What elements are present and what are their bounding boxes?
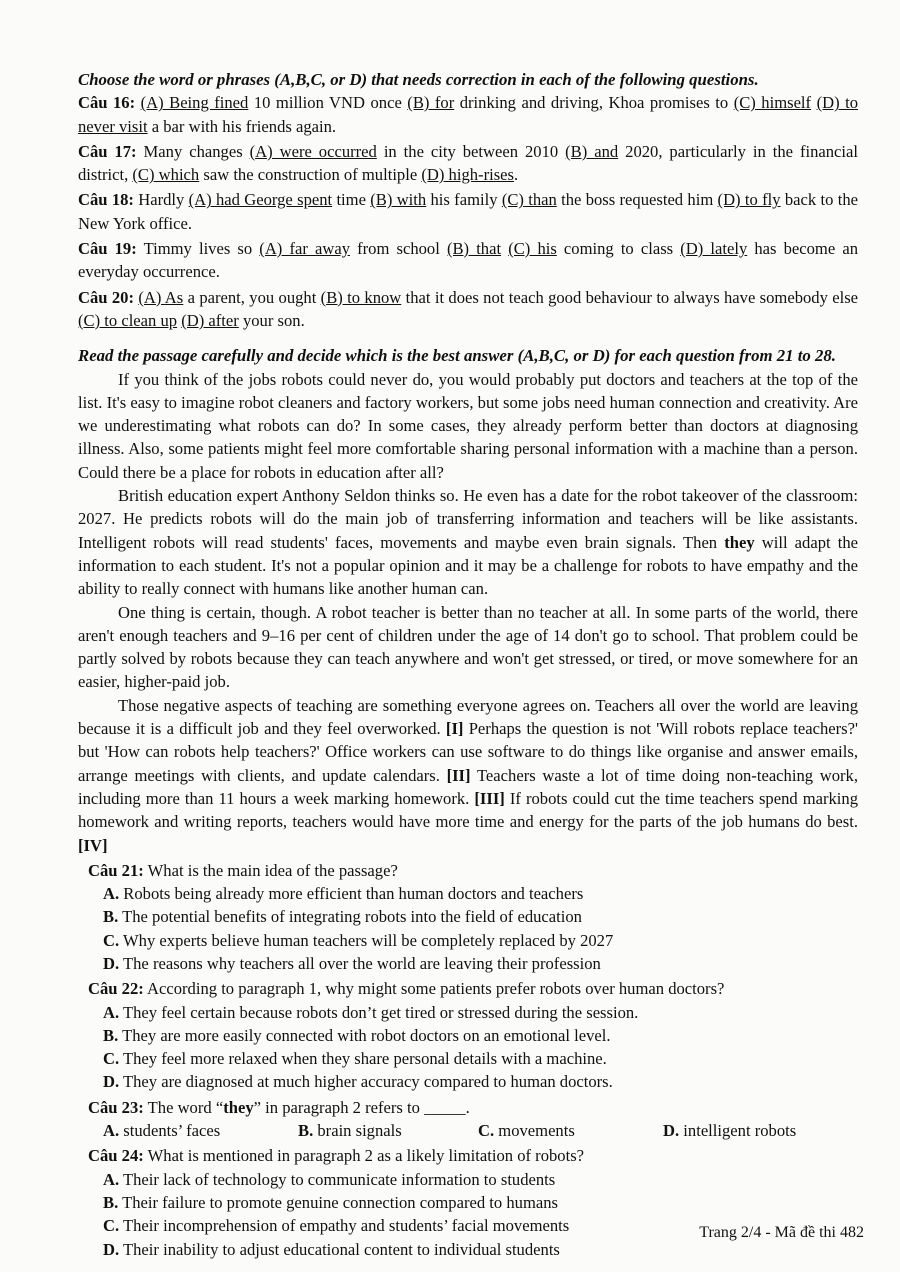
question-23 [88,1096,858,1119]
text: the boss requested him [556,190,718,210]
option-letter: D. [103,1072,120,1092]
answer-b [103,1191,858,1214]
question-18 [78,188,858,235]
question-number: Câu 19: [78,239,137,259]
passage-paragraph-2 [78,484,858,600]
question-stem: What is mentioned in paragraph 2 as a likely limitation of robots? [143,1146,585,1166]
text: 2020, particularly in the financial district, [78,141,859,185]
option-letter: D. [103,953,120,973]
question-16 [78,91,858,138]
option-d: (D) to fly [717,190,781,210]
option-d: (D) to never visit [78,93,858,136]
question-stem: According to paragraph 1, why might some patients prefer robots over human doctors? [143,979,725,999]
insertion-marker: [II] [446,765,471,785]
answer-text: They feel certain because robots don’t get tired or stressed during the session. [123,1002,639,1022]
option-b: (B) that [446,239,502,259]
text: coming to class [556,239,681,259]
question-stem: ” in paragraph 2 refers to _____. [253,1097,470,1117]
referent-word: they [223,1097,254,1117]
text: a parent, you ought [183,287,321,307]
option-letter: C. [103,1216,120,1236]
text: . [514,165,519,185]
option-d: (D) lately [680,239,748,259]
option-letter: D. [663,1121,680,1141]
insertion-marker: [I] [445,719,464,739]
option-b: (B) to know [320,287,402,307]
section2-instruction: Read the passage carefully and decide which is the best answer (A,B,C, or D) for each question from 21 to 28. [78,346,836,366]
question-stem: What is the main idea of the passage? [143,860,398,880]
text: saw the construction of multiple [199,165,422,185]
passage-paragraph-4 [78,694,858,857]
passage-paragraph-1: If you think of the jobs robots could never do, you would probably put doctors and teachers at the top of the list. It's easy to imagine robot cleaners and factory workers, but some jobs need human connection and creativity. Are we underestimating what robots can do? In some cases, they already perform better than doctors at diagnosing illness. Also, some patients might feel more comfortable sharing personal information with a machine than a person. Could there be a place for robots in education after all? [78,369,858,482]
option-a: (A) As [138,287,184,307]
answer-text: brain signals [317,1121,402,1141]
option-c: (C) himself [733,93,812,113]
question-22 [88,977,858,1000]
answer-d [663,1119,796,1142]
text: his family [426,190,502,210]
question-stem: The word “ [143,1097,224,1117]
exam-page [78,68,858,1261]
text: a bar with his friends again. [147,116,337,136]
question-21 [88,859,858,882]
question-number: Câu 20: [78,287,134,307]
text: If robots could cut the time teachers spend marking homework and writing reports, teachers would have more time and energy for the parts of the job humans do best. [78,788,858,832]
answer-c [103,929,858,952]
text: from school [350,239,447,259]
text: drinking and driving, Khoa promises to [454,93,734,113]
question-number: Câu 24: [88,1146,144,1166]
option-b: (B) with [370,190,427,210]
answer-text: They are more easily connected with robot doctors on an emotional level. [122,1025,611,1045]
option-c: (C) to clean up [78,310,178,330]
answer-c [478,1119,663,1142]
answer-d [103,952,858,975]
option-letter: A. [103,1121,120,1141]
answer-text: Their incomprehension of empathy and students’ facial movements [123,1216,570,1236]
option-letter: B. [103,1025,119,1045]
option-a: (A) far away [259,239,350,259]
question-number: Câu 16: [78,93,136,113]
text: will adapt the information to each student. It's not a popular opinion and it may be a challenge for robots to have empathy and the ability to really connect with humans like another human can. [78,532,858,599]
option-c: (C) his [508,239,557,259]
answer-text: movements [498,1121,575,1141]
text: Hardly [133,190,189,210]
insertion-marker: [III] [474,788,505,808]
section1-instruction: Choose the word or phrases (A,B,C, or D) that needs correction in each of the following questions. [78,70,759,89]
option-c: (C) than [501,190,557,210]
text: British education expert Anthony Seldon thinks so. He even has a date for the robot takeover of the classroom: 2027. He predicts robots will do the main job of transferring information and teachers will be like assistants. Intelligent robots will read students' faces, movements and maybe even brain signals. Then [78,486,858,552]
text: Timmy lives so [136,239,260,259]
text: Many changes [136,141,250,161]
insertion-marker: [IV] [78,835,108,855]
option-letter: A. [103,1169,120,1189]
option-letter: D. [103,1239,120,1259]
text: your son. [238,310,305,330]
passage-paragraph-3: One thing is certain, though. A robot teacher is better than no teacher at all. In some parts of the world, there aren't enough teachers and 9–16 per cent of children under the age of 14 don't go to school. That problem could be partly solved by robots because they can teach anywhere and won't get stressed, or tired, or move somewhere for an easier, higher-paid job. [78,602,858,692]
option-b: (B) for [407,93,455,113]
text: that it does not teach good behaviour to always have somebody else [401,287,859,307]
answer-text: students’ faces [123,1121,221,1141]
answer-a [103,1001,858,1024]
question-number: Câu 18: [78,190,134,210]
answer-d [103,1070,858,1093]
text: Those negative aspects of teaching are something everyone agrees on. Teachers all over the world are leaving because it is a difficult job and they feel overworked. [78,695,858,739]
answer-text: Robots being already more efficient than human doctors and teachers [123,884,584,904]
option-letter: A. [103,884,120,904]
answer-text: intelligent robots [683,1121,797,1141]
option-letter: B. [103,1192,119,1212]
option-b: (B) and [565,141,619,161]
question-17 [78,140,858,187]
answer-text: They are diagnosed at much higher accuracy compared to human doctors. [123,1072,613,1092]
text: back to the New York office. [78,190,858,233]
answer-a [103,1168,858,1191]
option-d: (D) high-rises [421,165,514,185]
question-19 [78,237,858,284]
answer-text: Why experts believe human teachers will be completely replaced by 2027 [123,930,614,950]
option-letter: C. [103,1049,120,1069]
question-24 [88,1144,858,1167]
answer-text: The reasons why teachers all over the world are leaving their profession [123,953,601,973]
text: Perhaps the question is not 'Will robots replace teachers?' but 'How can robots help teachers?' Office workers can use software to do things like organise and answer emails, arrange meetings with clients, and update calendars. [78,719,858,785]
option-a: (A) Being fined [140,93,249,113]
text: in the city between 2010 [376,141,566,161]
answer-b [103,1024,858,1047]
text: Teachers waste a lot of time doing non-teaching work, including more than 11 hours a week marking homework. [78,765,859,808]
question-number: Câu 22: [88,979,144,999]
referent-word: they [724,532,755,552]
answer-text: Their inability to adjust educational content to individual students [123,1239,560,1259]
option-a: (A) were occurred [249,141,377,161]
answer-b [298,1119,478,1142]
option-letter: C. [478,1121,495,1141]
question-number: Câu 21: [88,860,144,880]
answer-text: Their lack of technology to communicate information to students [123,1169,556,1189]
option-letter: A. [103,1002,120,1022]
question-number: Câu 23: [88,1097,144,1117]
option-letter: B. [103,907,119,927]
answer-c [103,1047,858,1070]
option-letter: B. [298,1121,314,1141]
answer-a [103,1119,298,1142]
option-letter: C. [103,930,120,950]
answer-a [103,882,858,905]
answer-text: They feel more relaxed when they share personal details with a machine. [123,1049,607,1069]
answer-row [103,1119,858,1142]
answer-b [103,905,858,928]
question-20 [78,286,858,333]
text: has become an everyday occurrence. [78,239,858,282]
text: 10 million VND once [248,93,408,113]
text: time [332,190,371,210]
answer-text: Their failure to promote genuine connection compared to humans [122,1192,558,1212]
question-number: Câu 17: [78,141,137,161]
page-footer: Trang 2/4 - Mã đề thi 482 [699,1224,864,1241]
option-c: (C) which [132,165,200,185]
answer-text: The potential benefits of integrating robots into the field of education [122,907,582,927]
option-d: (D) after [181,310,239,330]
option-a: (A) had George spent [188,190,333,210]
